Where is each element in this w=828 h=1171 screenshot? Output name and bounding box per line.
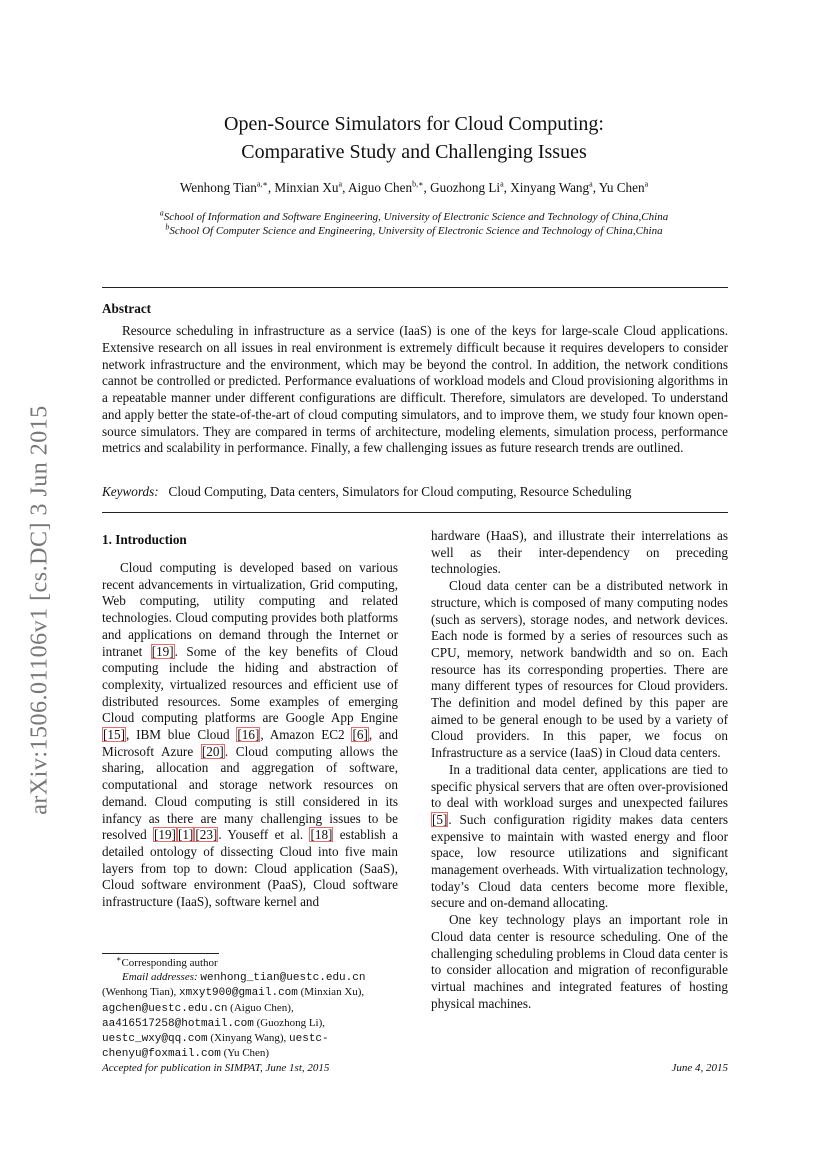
affiliation-b-mark: b xyxy=(165,222,170,232)
email-owner: (Guozhong Li), xyxy=(256,1016,326,1029)
citation-link[interactable]: [19] xyxy=(153,827,176,843)
affiliation-a xyxy=(100,210,728,224)
author-name: Guozhong Li xyxy=(430,180,501,195)
email-owner: (Xinyang Wang), xyxy=(210,1032,290,1045)
author-name: Yu Chen xyxy=(598,180,645,195)
abstract-bottom-rule xyxy=(102,512,728,513)
abstract-top-rule xyxy=(102,287,728,288)
email-link[interactable]: uestc_wxy@qq.com xyxy=(102,1033,208,1046)
email-owner: (Aiguo Chen), xyxy=(230,1001,294,1014)
title-line-2: Comparative Study and Challenging Issues xyxy=(241,141,587,163)
email-addresses xyxy=(102,970,398,1061)
intro-paragraph-continued: hardware (HaaS), and illustrate their interrelations as well as their inter-dependency on preceding technologies. xyxy=(431,528,728,577)
author-affiliation-mark: a xyxy=(644,179,649,189)
citation-link[interactable]: [16] xyxy=(237,727,260,743)
author-list: Wenhong Tian$^{a,∗}$, Minxian Xu$^a$, Aiguo Chen$^{b,∗}$, Guozhong Li$^a$, Xinyang Wang$^a$, Yu Chen$^a$ xyxy=(179,179,649,195)
author-name: Aiguo Chen xyxy=(347,180,413,195)
author-name: Wenhong Tian xyxy=(179,180,257,195)
intro-paragraph-1: Cloud computing is developed based on various recent advancements in virtualization, Grid computing, Web computing, utility computing and related technologies. Cloud computing provides both platforms and applications on demand through the Internet or intranet [19]. Some of the key benefits of Cloud computing include the hiding and abstraction of complexity, virtualized resources and efficient use of distributed resources. Some examples of emerging Cloud computing platforms are Google App Engine [15], IBM blue Cloud [16], Amazon EC2 [6], and Microsoft Azure [20]. Cloud computing allows the sharing, allocation and aggregation of software, computational and storage network resources on demand. Cloud computing is still considered in its infancy as there are many challenging issues to be resolved [19] [1] [23]. Youseff et al. [18] establish a detailed ontology of dissecting Cloud into five main layers from top to down: Cloud application (SaaS), Cloud software environment (PaaS), Cloud software infrastructure (IaaS), software kernel and xyxy=(102,560,398,910)
left-column xyxy=(102,560,398,911)
footnote xyxy=(102,956,398,1061)
corresponding-mark: ∗ xyxy=(116,954,122,964)
citation-link[interactable]: [20] xyxy=(201,743,224,759)
arxiv-sidebar-stamp xyxy=(20,375,60,845)
abstract-text: Resource scheduling in infrastructure as a service (IaaS) is one of the keys for large-scale Cloud applications. Extensive research on all issues in real environment is extremely difficult because it requires developers to consider network infrastructure and the environment, which may be beyond the control. In addition, the network conditions cannot be controlled or predicted. Performance evaluations of workload models and Cloud provisioning algorithms in a repeatable manner under different configurations are difficult. Therefore, simulators are developed. To understand and apply better the state-of-the-art of cloud computing simulators, and to improve them, we study four known open-source simulators. They are compared in terms of architecture, modeling elements, simulation process, performance metrics and scalability in performance. Finally, a few challenging issues as future research trends are outlined. xyxy=(102,323,728,456)
author-affiliation-mark: a xyxy=(500,179,504,189)
email-link[interactable]: aa416517258@hotmail.com xyxy=(102,1017,254,1030)
keywords xyxy=(102,484,728,500)
right-column xyxy=(431,528,728,1012)
citation-link[interactable]: [23] xyxy=(195,827,218,843)
abstract-heading: Abstract xyxy=(102,301,152,316)
email-owner: (Minxian Xu), xyxy=(300,986,365,999)
section-heading-introduction: 1. Introduction xyxy=(102,532,187,547)
corresponding-author-note xyxy=(102,956,398,970)
affiliation-b xyxy=(100,224,728,238)
email-link[interactable]: wenhong_tian@uestc.edu.cn xyxy=(200,972,366,985)
affiliation-a-mark: a xyxy=(159,208,164,218)
arxiv-id: arXiv:1506.01106v1 [cs.DC] 3 Jun 2015 xyxy=(26,405,53,815)
citation-link[interactable]: [19] xyxy=(151,643,174,659)
keywords-label: Keywords: xyxy=(102,484,159,499)
email-owner: (Wenhong Tian), xyxy=(102,986,180,999)
email-owner: (Yu Chen) xyxy=(223,1047,270,1060)
author-affiliation-mark: b,∗ xyxy=(412,179,424,189)
email-list xyxy=(102,985,398,1061)
intro-paragraph-2: Cloud data center can be a distributed network in structure, which is composed of many computing nodes (such as servers), storage nodes, and network devices. Each node is formed by a series of resources such as CPU, memory, network bandwidth and so on. Each resource has its corresponding properties. There are many different types of resources for Cloud providers. The definition and model defined by this paper are aimed to be general enough to be used by a variety of Cloud providers. In this paper, we focus on Infrastructure as a service (IaaS) in Cloud data centers. xyxy=(431,578,728,761)
email-link[interactable]: xmxyt900@gmail.com xyxy=(179,987,298,1000)
author-affiliation-mark: a xyxy=(589,179,593,189)
keywords-text: Cloud Computing, Data centers, Simulators for Cloud computing, Resource Scheduling xyxy=(168,484,632,499)
footer-publication-note: Accepted for publication in SIMPAT, June 1st, 2015 xyxy=(102,1062,330,1074)
intro-paragraph-4: One key technology plays an important role in Cloud data center is resource scheduling. One of the challenging scheduling problems in Cloud data center is to consider allocation and migration of reconfigurable virtual machines and integrated features of hosting physical machines. xyxy=(431,912,728,1011)
author-name: Minxian Xu xyxy=(274,180,339,195)
footer-date: June 4, 2015 xyxy=(671,1062,728,1074)
email-link[interactable]: agchen@uestc.edu.cn xyxy=(102,1002,228,1015)
corresponding-author-label: Corresponding author xyxy=(121,957,218,969)
email-label: Email addresses: xyxy=(122,971,198,984)
intro-paragraph-3: In a traditional data center, applications are tied to specific physical servers that are often over-provisioned to deal with workload surges and unexpected failures [5]. Such configuration rigidity makes data centers expensive to maintain with wasted energy and floor space, low resource utilizations and significant management overheads. With virtualization technology, today’s Cloud data centers become more flexible, secure and on-demand allocating. xyxy=(431,761,728,911)
citation-link[interactable]: [1] xyxy=(177,827,194,843)
title-line-1: Open-Source Simulators for Cloud Computing: xyxy=(224,113,604,135)
author-affiliation-mark: a xyxy=(338,179,343,189)
citation-link[interactable]: [18] xyxy=(310,827,333,843)
affiliation-b-text: School Of Computer Science and Engineering, University of Electronic Science and Technology of China,China xyxy=(169,225,663,237)
citation-link[interactable]: [15] xyxy=(103,727,125,743)
citation-link[interactable]: [6] xyxy=(352,727,368,743)
author-name: Xinyang Wang xyxy=(510,180,590,195)
author-affiliation-mark: a,∗ xyxy=(256,179,268,189)
citation-link[interactable]: [5] xyxy=(432,811,448,827)
email-line xyxy=(102,970,398,985)
email-link[interactable]: uestc-chenyu@foxmail.com xyxy=(102,1033,329,1061)
affiliation-a-text: School of Information and Software Engineering, University of Electronic Science and Technology of China,China xyxy=(163,211,669,223)
paper-title xyxy=(100,110,728,166)
